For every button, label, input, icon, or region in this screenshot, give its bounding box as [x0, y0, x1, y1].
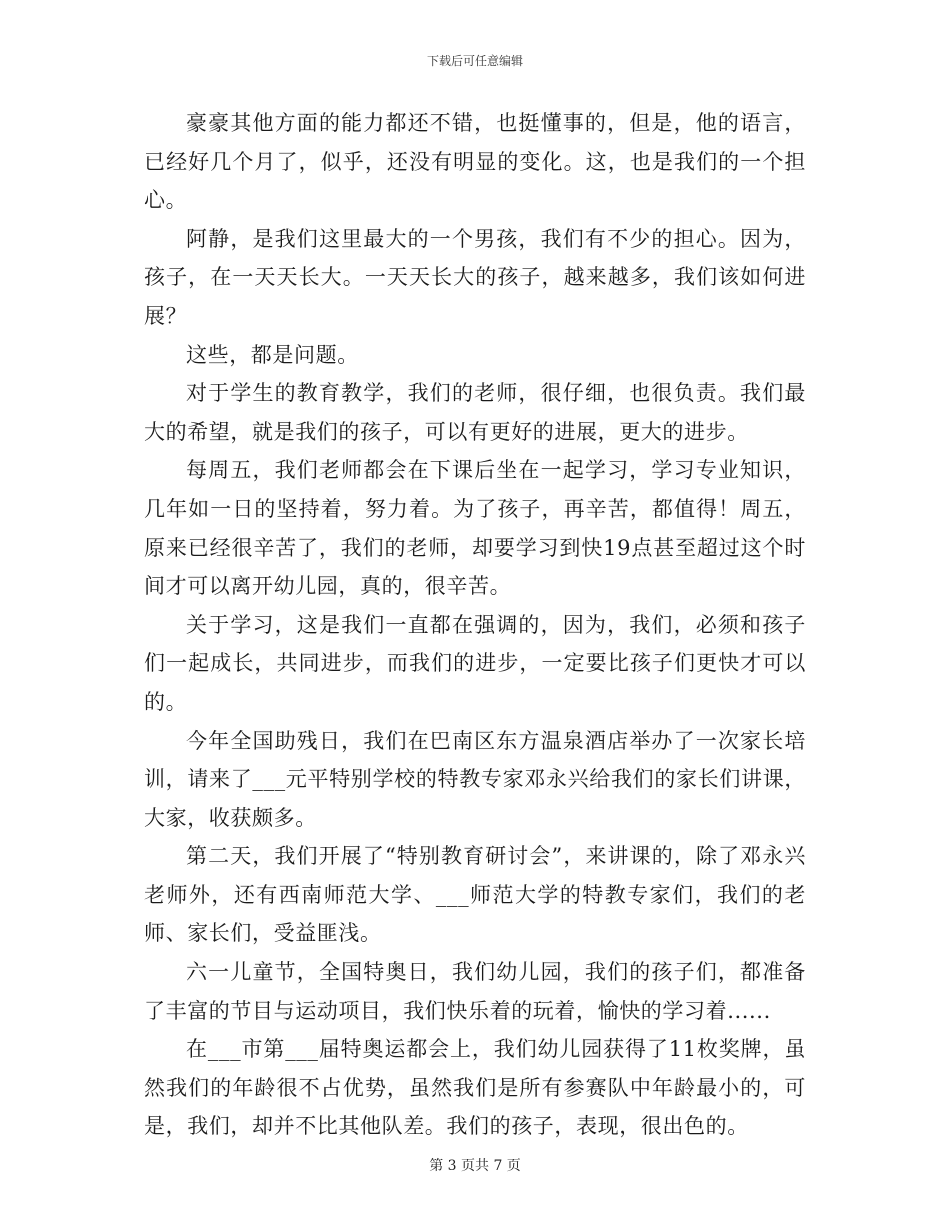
- paragraph: 在___市第___届特奥运都会上，我们幼儿园获得了11枚奖牌，虽然我们的年龄很不占优势，虽然我们是所有参赛队中年龄最小的，可是，我们，却并不比其他队差。我们的孩子，表现，很出色的。: [144, 1037, 806, 1139]
- paragraph: 今年全国助残日，我们在巴南区东方温泉酒店举办了一次家长培训，请来了___元平特别学校的特教专家邓永兴给我们的家长们讲课，大家，收获颇多。: [144, 728, 806, 830]
- page-header: 下载后可任意编辑: [426, 54, 523, 68]
- paragraph: 豪豪其他方面的能力都还不错，也挺懂事的，但是，他的语言，已经好几个月了，似乎，还没有明显的变化。这，也是我们的一个担心。: [144, 111, 806, 213]
- paragraph: 六一儿童节，全国特奥日，我们幼儿园，我们的孩子们，都准备了丰富的节目与运动项目，我们快乐着的玩着，愉快的学习着......: [144, 960, 806, 1023]
- paragraph: 每周五，我们老师都会在下课后坐在一起学习，学习专业知识，几年如一日的坚持着，努力着。为了孩子，再辛苦，都值得！周五，原来已经很辛苦了，我们的老师，却要学习到快19点甚至超过这个时间才可以离开幼儿园，真的，很辛苦。: [144, 458, 806, 599]
- paragraph: 关于学习，这是我们一直都在强调的，因为，我们，必须和孩子们一起成长，共同进步，而我们的进步，一定要比孩子们更快才可以的。: [144, 612, 806, 714]
- paragraph: 阿静，是我们这里最大的一个男孩，我们有不少的担心。因为，孩子，在一天天长大。一天天长大的孩子，越来越多，我们该如何进展？: [144, 226, 806, 328]
- paragraph: 对于学生的教育教学，我们的老师，很仔细，也很负责。我们最大的希望，就是我们的孩子，可以有更好的进展，更大的进步。: [144, 381, 806, 444]
- page-number-footer: 第 3 页共 7 页: [429, 1158, 521, 1174]
- paragraph: 第二天，我们开展了“特别教育研讨会”，来讲课的，除了邓永兴老师外，还有西南师范大学、___师范大学的特教专家们，我们的老师、家长们，受益匪浅。: [144, 844, 806, 946]
- paragraph: 这些，都是问题。: [186, 342, 359, 367]
- document-body: [144, 104, 806, 1146]
